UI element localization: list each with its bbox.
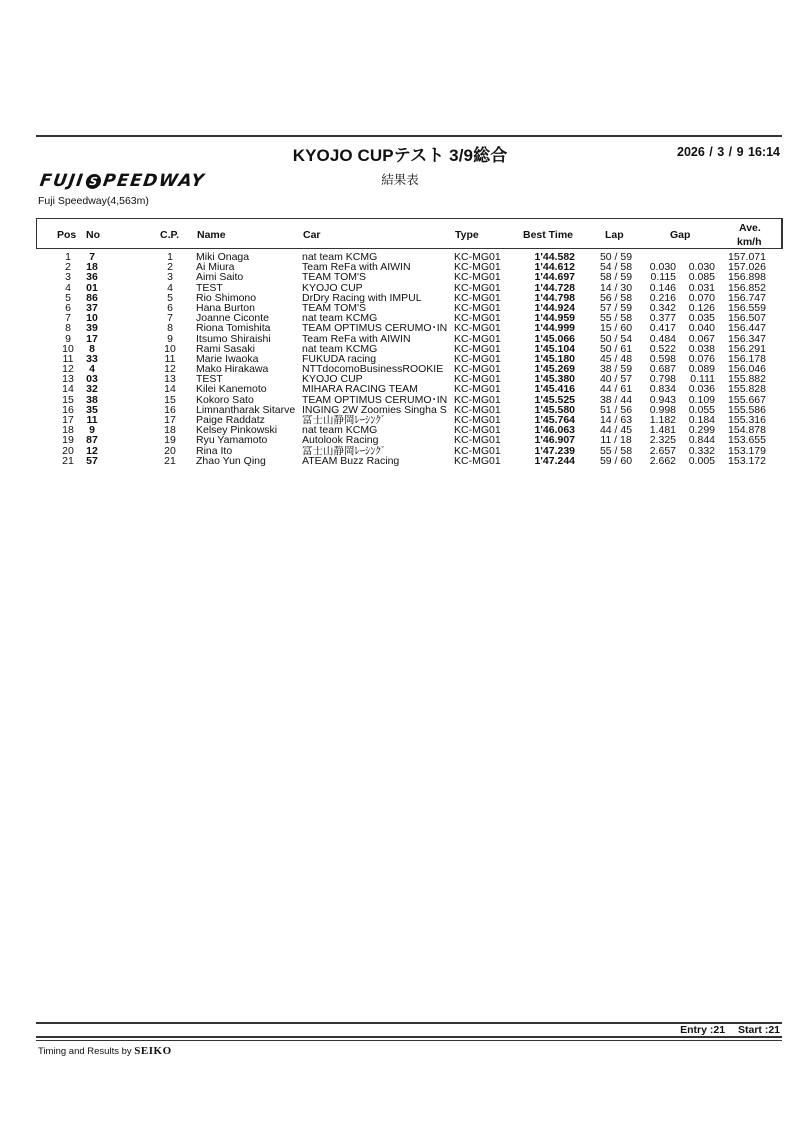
cell-gap-prev: 0.030	[688, 261, 715, 274]
col-header-cp: C.P.	[160, 229, 180, 241]
cell-team: nat team KCMG	[302, 313, 378, 324]
cell-class-pos: 5	[167, 291, 173, 304]
cell-lap: 11 / 18	[600, 434, 632, 447]
cell-team: KYOJO CUP	[302, 282, 363, 293]
cell-gap-prev: 0.040	[688, 322, 715, 335]
cell-team: FUKUDA racing	[302, 353, 377, 365]
cell-driver-name: TEST	[196, 374, 223, 385]
table-row	[0, 272, 800, 282]
cell-best-time: 1'44.924	[534, 301, 575, 314]
cell-driver-name: Mako Hirakawa	[196, 364, 269, 375]
report-datetime: 2026 / 3 / 9 16:14	[677, 145, 780, 159]
cell-driver-name: Miki Onaga	[196, 252, 250, 263]
footer-rule	[36, 1036, 782, 1038]
logo-text-right: PEEDWAY	[101, 171, 207, 191]
cell-avg-speed: 157.026	[728, 261, 766, 274]
cell-driver-name: Aimi Saito	[196, 272, 244, 283]
cell-lap: 44 / 45	[599, 424, 633, 437]
cell-driver-name: Kilei Kanemoto	[196, 384, 267, 395]
table-row	[0, 395, 800, 405]
cell-driver-name: Zhao Yun Qing	[196, 455, 266, 466]
cell-gap-prev: 0.055	[688, 403, 715, 416]
logo-s-circle-icon: S	[85, 174, 102, 189]
cell-gap-leader: 2.657	[649, 444, 676, 457]
cell-avg-speed: 155.586	[728, 403, 766, 416]
cell-driver-name: Riona Tomishita	[196, 323, 271, 334]
cell-class-pos: 14	[164, 383, 176, 396]
cell-gap-leader: 0.417	[649, 322, 676, 335]
cell-gap-prev: 0.111	[690, 373, 715, 386]
cell-gap-leader: 0.834	[649, 383, 676, 396]
table-row	[0, 374, 800, 384]
cell-lap: 54 / 58	[599, 261, 633, 274]
table-header	[36, 218, 783, 249]
cell-best-time: 1'44.798	[534, 291, 575, 304]
cell-gap-prev: 0.038	[688, 342, 715, 355]
cell-pos: 12	[62, 363, 74, 376]
start-count: Start :21	[737, 1024, 780, 1036]
table-row	[0, 364, 800, 374]
cell-gap-leader: 2.325	[649, 434, 676, 447]
cell-pos: 15	[62, 393, 74, 406]
cell-car-type: KC-MG01	[454, 291, 501, 304]
cell-best-time: 1'44.728	[534, 281, 575, 294]
cell-pos: 7	[65, 312, 71, 325]
cell-driver-name: Hana Burton	[196, 302, 255, 314]
cell-avg-speed: 156.178	[728, 352, 766, 365]
cell-class-pos: 13	[164, 373, 176, 386]
table-row	[0, 293, 800, 303]
cell-pos: 16	[62, 403, 74, 416]
cell-class-pos: 1	[167, 251, 173, 263]
cell-car-type: KC-MG01	[454, 383, 501, 396]
entry-summary	[670, 1024, 780, 1036]
cell-best-time: 1'45.269	[534, 363, 575, 376]
cell-car-number: 87	[86, 434, 98, 447]
cell-car-type: KC-MG01	[454, 281, 501, 294]
cell-gap-leader: 0.522	[649, 342, 676, 355]
cell-gap-leader: 0.115	[650, 271, 676, 284]
cell-driver-name: TEST	[196, 282, 223, 293]
cell-team: Team ReFa with AIWIN	[302, 333, 411, 344]
cell-car-number: 01	[86, 281, 98, 294]
cell-pos: 13	[62, 373, 74, 386]
cell-class-pos: 4	[167, 281, 173, 294]
cell-car-type: KC-MG01	[454, 251, 501, 263]
cell-avg-speed: 156.447	[728, 322, 766, 335]
col-header-gap: Gap	[670, 229, 691, 241]
timing-credit	[38, 1045, 172, 1057]
cell-car-number: 9	[89, 424, 95, 437]
cell-class-pos: 20	[164, 444, 176, 457]
cell-car-type: KC-MG01	[454, 352, 501, 365]
top-rule	[36, 135, 782, 137]
table-row	[0, 425, 800, 435]
table-row	[0, 435, 800, 445]
cell-avg-speed: 156.898	[728, 271, 766, 284]
cell-class-pos: 10	[164, 342, 176, 355]
cell-class-pos: 19	[164, 434, 176, 447]
cell-pos: 19	[62, 434, 74, 447]
cell-car-number: 8	[89, 342, 95, 355]
cell-driver-name: Ai Miura	[196, 262, 235, 273]
cell-gap-leader: 0.030	[649, 261, 676, 274]
table-row	[0, 415, 800, 425]
cell-pos: 18	[62, 424, 74, 437]
cell-gap-leader: 0.216	[649, 291, 676, 304]
cell-car-number: 4	[89, 363, 95, 376]
cell-gap-leader: 2.662	[649, 454, 676, 467]
cell-class-pos: 8	[167, 322, 173, 335]
cell-car-type: KC-MG01	[454, 261, 501, 274]
cell-team: NTTdocomoBusinessROOKIE	[302, 364, 444, 375]
cell-gap-prev: 0.126	[688, 301, 715, 314]
page-subtitle: 結果表	[381, 173, 419, 187]
cell-car-number: 36	[86, 271, 98, 284]
cell-class-pos: 15	[164, 393, 176, 406]
cell-car-number: 57	[86, 454, 98, 467]
cell-lap: 55 / 58	[599, 444, 633, 457]
cell-team: KYOJO CUP	[302, 374, 363, 385]
cell-team: nat team KCMG	[302, 425, 378, 436]
cell-best-time: 1'45.416	[534, 383, 575, 396]
cell-lap: 55 / 58	[599, 312, 633, 325]
cell-best-time: 1'45.764	[534, 414, 575, 426]
fuji-speedway-logo	[39, 172, 207, 190]
cell-team: Autolook Racing	[302, 435, 379, 446]
cell-car-number: 17	[86, 332, 98, 345]
cell-avg-speed: 156.507	[728, 312, 766, 325]
cell-driver-name: Limnantharak Sitarve	[196, 404, 296, 416]
cell-class-pos: 11	[164, 352, 176, 365]
cell-car-type: KC-MG01	[454, 322, 501, 335]
cell-pos: 21	[62, 454, 74, 467]
cell-car-type: KC-MG01	[454, 271, 501, 284]
cell-driver-name: Joanne Ciconte	[196, 313, 269, 324]
col-header-ave: Ave.	[739, 222, 761, 234]
cell-gap-prev: 0.005	[688, 454, 715, 467]
col-header-lap: Lap	[605, 229, 624, 241]
cell-car-type: KC-MG01	[454, 312, 501, 325]
cell-gap-leader: 0.998	[649, 403, 676, 416]
cell-avg-speed: 156.046	[728, 363, 766, 376]
cell-class-pos: 18	[164, 424, 176, 437]
cell-gap-prev: 0.844	[688, 434, 715, 447]
cell-team: Team ReFa with AIWIN	[302, 262, 411, 273]
cell-lap: 51 / 56	[599, 403, 633, 416]
cell-driver-name: Kokoro Sato	[196, 394, 254, 405]
table-row	[0, 384, 800, 394]
cell-gap-prev: 0.067	[688, 332, 715, 345]
cell-car-number: 03	[86, 373, 98, 386]
cell-avg-speed: 156.559	[728, 301, 766, 314]
cell-pos: 10	[62, 342, 74, 355]
cell-team: MIHARA RACING TEAM	[302, 384, 418, 395]
cell-lap: 38 / 59	[599, 363, 633, 376]
cell-gap-leader: 1.481	[649, 424, 676, 437]
cell-avg-speed: 155.828	[728, 383, 766, 396]
cell-gap-prev: 0.332	[688, 444, 715, 457]
cell-car-number: 11	[86, 414, 98, 426]
cell-gap-leader: 0.484	[649, 332, 676, 345]
col-header-pos: Pos	[57, 229, 77, 241]
cell-car-number: 32	[86, 383, 98, 396]
cell-best-time: 1'45.180	[534, 352, 575, 365]
cell-car-number: 35	[86, 403, 98, 416]
logo-text-left: FUJI	[38, 171, 86, 191]
cell-driver-name: Marie Iwaoka	[196, 353, 259, 365]
cell-avg-speed: 156.347	[728, 332, 766, 345]
cell-lap: 50 / 61	[599, 342, 633, 355]
cell-class-pos: 7	[167, 312, 173, 325]
table-row	[0, 252, 800, 262]
cell-team: nat team KCMG	[302, 252, 378, 263]
cell-lap: 44 / 61	[599, 383, 633, 396]
cell-best-time: 1'45.525	[534, 393, 575, 406]
cell-best-time: 1'46.063	[534, 424, 575, 437]
cell-car-number: 10	[86, 312, 98, 325]
cell-pos: 14	[62, 383, 74, 396]
cell-class-pos: 16	[164, 403, 176, 416]
col-header-kmh: km/h	[737, 236, 762, 248]
cell-team: DrDry Racing with IMPUL	[302, 292, 422, 303]
cell-car-number: 86	[86, 291, 98, 304]
table-row	[0, 313, 800, 323]
cell-gap-prev: 0.070	[688, 291, 715, 304]
cell-gap-prev: 0.035	[688, 312, 715, 325]
cell-gap-leader: 0.146	[649, 281, 676, 294]
cell-best-time: 1'45.104	[534, 342, 575, 355]
cell-driver-name: Ryu Yamamoto	[196, 435, 268, 446]
cell-best-time: 1'45.380	[534, 373, 575, 386]
cell-car-number: 18	[86, 261, 98, 274]
cell-avg-speed: 156.747	[728, 291, 766, 304]
cell-avg-speed: 153.179	[728, 444, 766, 457]
cell-class-pos: 9	[167, 332, 173, 345]
cell-gap-leader: 0.377	[649, 312, 676, 325]
cell-lap: 57 / 59	[599, 301, 633, 314]
cell-lap: 45 / 48	[599, 352, 633, 365]
cell-driver-name: Rina Ito	[196, 445, 233, 456]
footer-rule	[36, 1040, 782, 1041]
cell-avg-speed: 156.291	[728, 342, 766, 355]
table-row	[0, 456, 800, 466]
cell-car-type: KC-MG01	[454, 301, 501, 314]
cell-driver-name: Rio Shimono	[196, 292, 257, 303]
table-row	[0, 405, 800, 415]
cell-pos: 20	[62, 444, 74, 457]
cell-avg-speed: 153.172	[728, 454, 766, 467]
cell-class-pos: 17	[164, 414, 176, 426]
cell-gap-prev: 0.109	[688, 393, 715, 406]
col-header-best-time: Best Time	[523, 229, 573, 241]
table-row	[0, 303, 800, 313]
cell-team: 富士山静岡ﾚｰｼﾝｸﾞ	[302, 445, 386, 456]
cell-team: TEAM TOM'S	[302, 302, 367, 314]
cell-gap-prev: 0.184	[688, 414, 715, 426]
cell-lap: 14 / 63	[599, 414, 633, 426]
cell-gap-prev: 0.085	[688, 271, 715, 284]
col-header-no: No	[86, 229, 100, 241]
cell-lap: 59 / 60	[599, 454, 633, 467]
cell-lap: 56 / 58	[599, 291, 633, 304]
table-row	[0, 354, 800, 364]
table-row	[0, 446, 800, 456]
cell-gap-prev: 0.299	[688, 424, 715, 437]
table-row	[0, 323, 800, 333]
table-row	[0, 283, 800, 293]
cell-pos: 17	[62, 414, 74, 426]
cell-car-type: KC-MG01	[454, 403, 501, 416]
cell-gap-leader: 0.342	[649, 301, 676, 314]
cell-car-type: KC-MG01	[454, 332, 501, 345]
cell-car-number: 38	[86, 393, 98, 406]
cell-avg-speed: 155.882	[728, 373, 766, 386]
cell-driver-name: Paige Raddatz	[196, 415, 265, 426]
entry-count: Entry :21	[680, 1024, 726, 1036]
cell-driver-name: Itsumo Shiraishi	[196, 333, 271, 344]
cell-car-type: KC-MG01	[454, 363, 501, 376]
credit-prefix: Timing and Results by	[38, 1046, 132, 1057]
cell-pos: 9	[65, 332, 71, 345]
cell-lap: 15 / 60	[599, 322, 633, 335]
cell-avg-speed: 154.878	[728, 424, 766, 437]
cell-team: ATEAM Buzz Racing	[302, 455, 400, 466]
cell-pos: 5	[65, 291, 71, 304]
cell-team: INGING 2W Zoomies Singha S	[302, 404, 447, 416]
cell-car-number: 12	[86, 444, 98, 457]
venue-label: Fuji Speedway(4,563m)	[38, 195, 149, 207]
cell-pos: 3	[65, 271, 71, 284]
cell-driver-name: Kelsey Pinkowski	[196, 425, 278, 436]
col-header-car: Car	[303, 229, 321, 241]
page-title: KYOJO CUPテスト 3/9総合	[292, 146, 508, 165]
cell-avg-speed: 156.852	[728, 281, 766, 294]
cell-lap: 50 / 54	[599, 332, 633, 345]
cell-best-time: 1'44.999	[534, 322, 575, 335]
cell-gap-prev: 0.076	[688, 352, 715, 365]
seiko-logo: SEIKO	[134, 1045, 172, 1057]
cell-gap-leader: 0.687	[649, 363, 676, 376]
cell-class-pos: 3	[167, 271, 173, 284]
cell-best-time: 1'45.580	[534, 403, 575, 416]
cell-gap-leader: 1.182	[649, 414, 676, 426]
cell-avg-speed: 155.667	[728, 393, 766, 406]
cell-class-pos: 2	[167, 261, 173, 274]
cell-best-time: 1'47.244	[534, 454, 575, 467]
cell-best-time: 1'44.959	[534, 312, 575, 325]
cell-car-type: KC-MG01	[454, 373, 501, 386]
cell-team: 富士山静岡ﾚｰｼﾝｸﾞ	[302, 415, 386, 426]
cell-pos: 2	[65, 261, 71, 274]
cell-lap: 58 / 59	[599, 271, 633, 284]
cell-avg-speed: 155.316	[728, 414, 766, 426]
cell-car-number: 33	[86, 352, 98, 365]
cell-best-time: 1'47.239	[534, 444, 575, 457]
cell-gap-leader: 0.798	[649, 373, 676, 386]
cell-best-time: 1'45.066	[534, 332, 575, 345]
cell-driver-name: Rami Sasaki	[196, 343, 255, 354]
cell-class-pos: 12	[164, 363, 176, 376]
cell-car-type: KC-MG01	[454, 434, 501, 447]
cell-gap-prev: 0.089	[688, 363, 715, 376]
cell-best-time: 1'44.697	[534, 271, 575, 284]
cell-car-type: KC-MG01	[454, 444, 501, 457]
col-header-name: Name	[197, 229, 226, 241]
cell-pos: 6	[65, 301, 71, 314]
col-header-type: Type	[455, 229, 479, 241]
cell-pos: 4	[65, 281, 71, 294]
cell-class-pos: 21	[164, 454, 176, 467]
cell-car-type: KC-MG01	[454, 393, 501, 406]
cell-lap: 38 / 44	[599, 393, 633, 406]
cell-class-pos: 6	[167, 301, 173, 314]
cell-car-type: KC-MG01	[454, 424, 501, 437]
cell-car-type: KC-MG01	[454, 414, 501, 426]
table-row	[0, 344, 800, 354]
cell-car-number: 37	[86, 301, 98, 314]
cell-pos: 8	[65, 322, 71, 335]
cell-gap-prev: 0.036	[688, 383, 715, 396]
cell-team: TEAM OPTIMUS CERUMO･IN	[302, 323, 448, 334]
cell-avg-speed: 157.071	[728, 251, 766, 263]
cell-pos: 1	[65, 251, 71, 263]
cell-lap: 40 / 57	[599, 373, 633, 386]
cell-lap: 14 / 30	[599, 281, 633, 294]
cell-car-type: KC-MG01	[454, 454, 501, 467]
cell-gap-leader: 0.598	[649, 352, 676, 365]
cell-team: nat team KCMG	[302, 343, 378, 354]
results-table-body	[0, 252, 800, 466]
cell-best-time: 1'44.582	[534, 251, 575, 263]
table-row	[0, 334, 800, 344]
cell-best-time: 1'44.612	[534, 261, 575, 274]
cell-pos: 11	[62, 352, 74, 365]
cell-gap-prev: 0.031	[688, 281, 715, 294]
cell-best-time: 1'46.907	[534, 434, 575, 447]
cell-avg-speed: 153.655	[728, 434, 766, 447]
cell-car-number: 7	[89, 251, 95, 263]
cell-team: TEAM TOM'S	[302, 272, 367, 283]
table-row	[0, 262, 800, 272]
cell-car-number: 39	[86, 322, 98, 335]
cell-car-type: KC-MG01	[454, 342, 501, 355]
cell-lap: 50 / 59	[599, 251, 633, 263]
cell-gap-leader: 0.943	[649, 393, 676, 406]
cell-team: TEAM OPTIMUS CERUMO･IN	[302, 394, 448, 405]
